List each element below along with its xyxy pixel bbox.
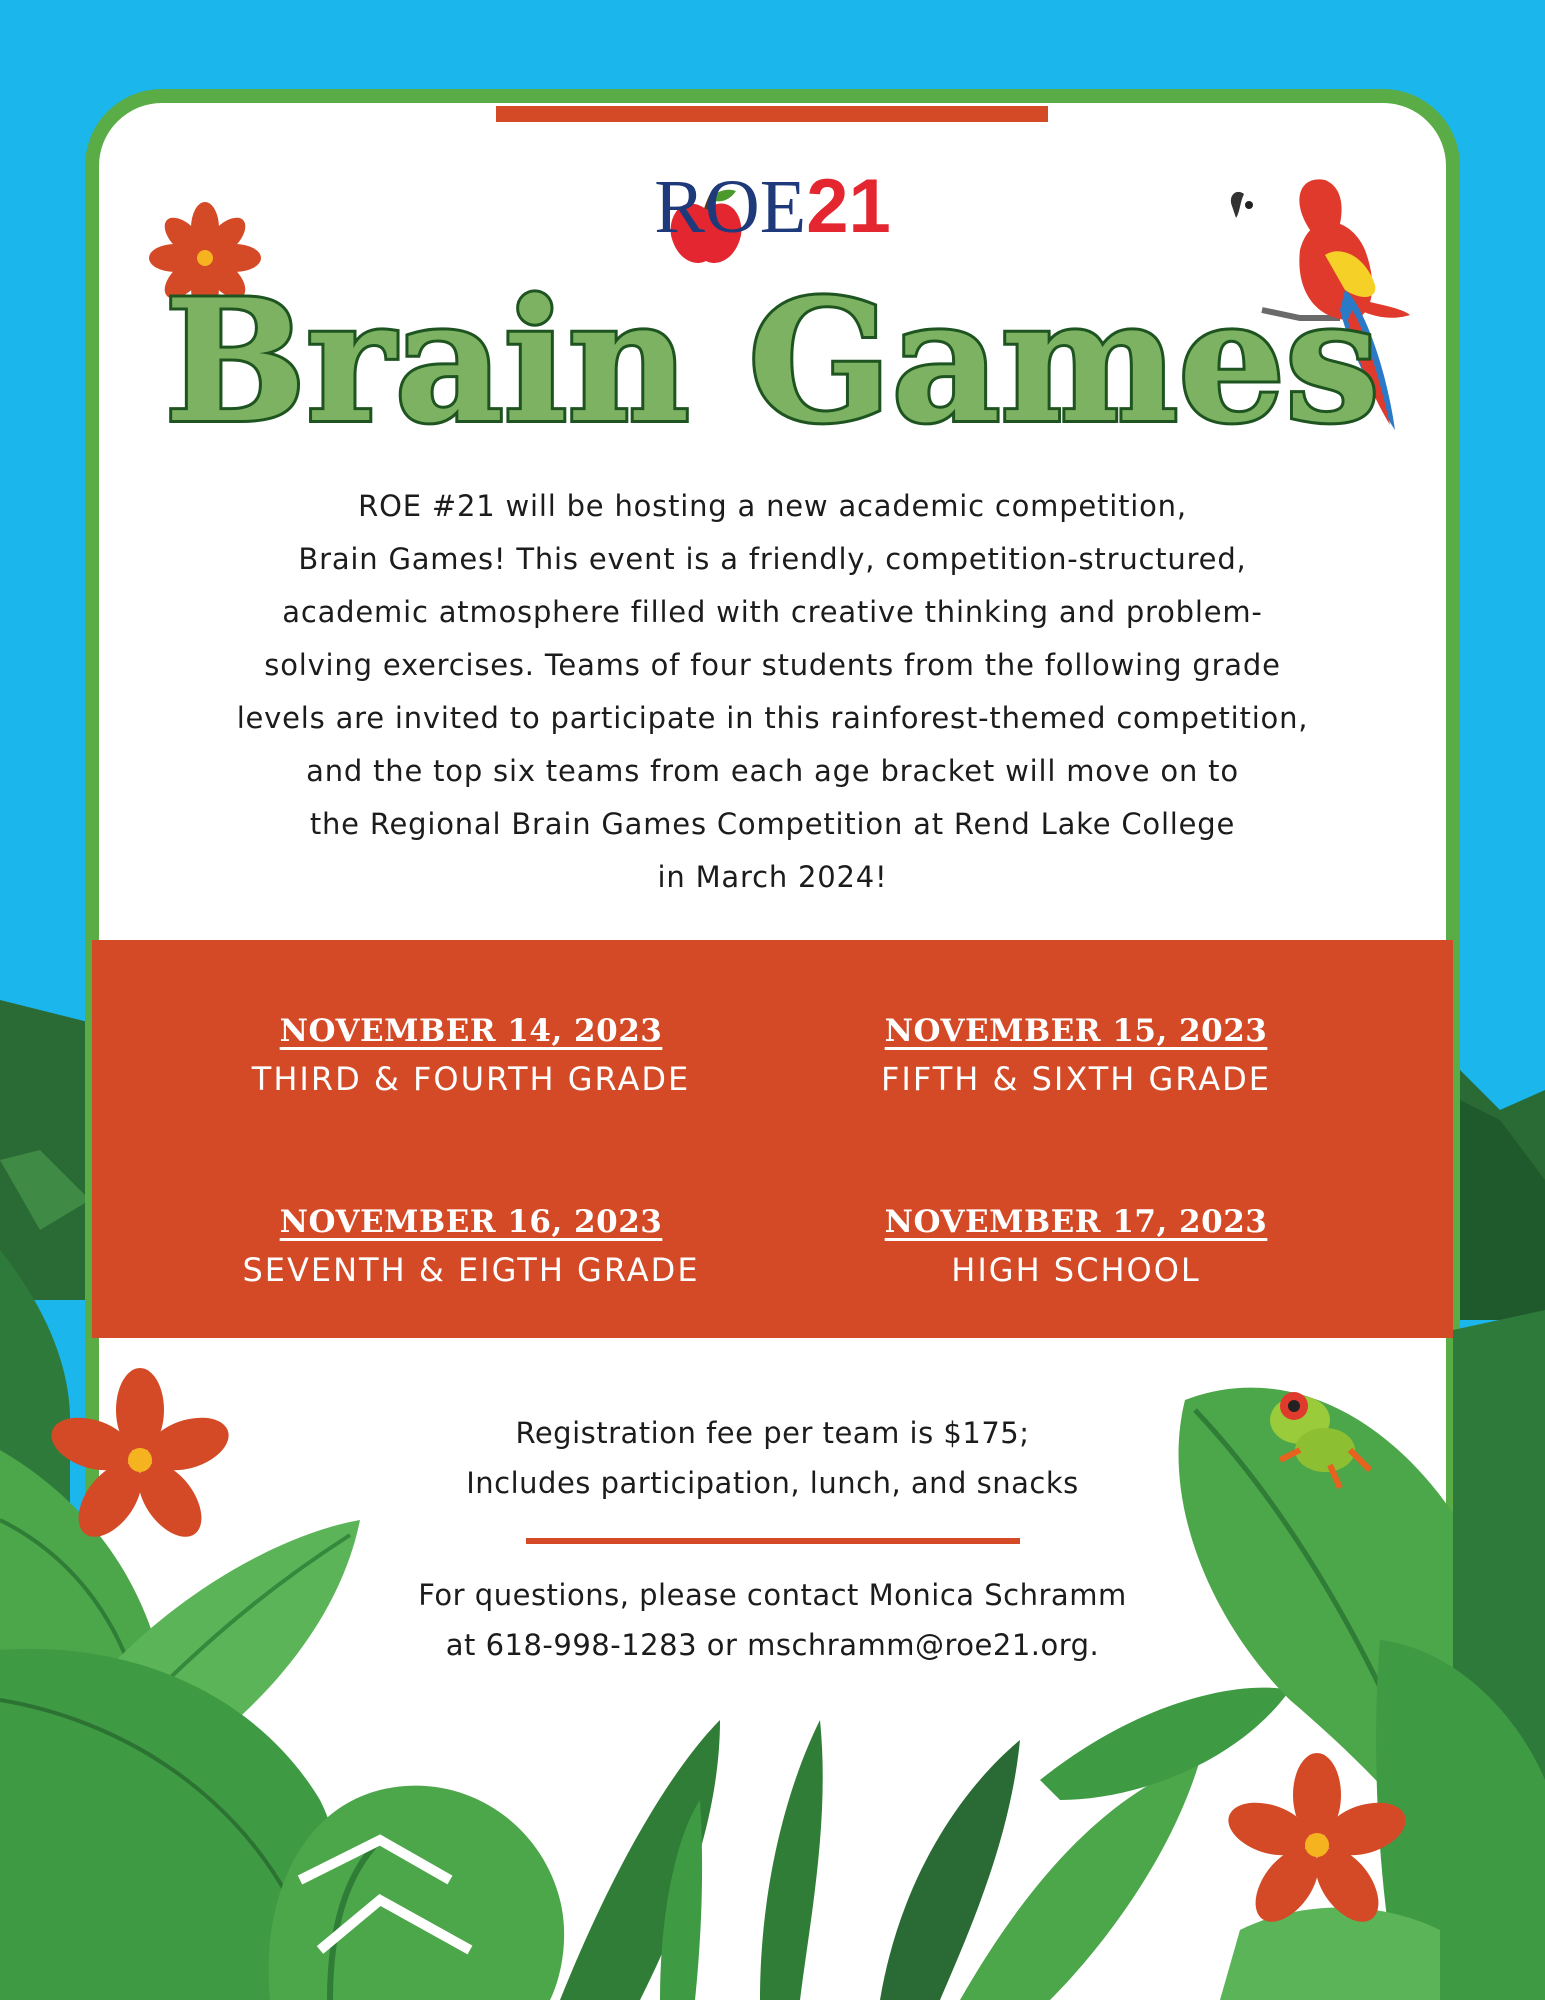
title-graphic bbox=[0, 255, 1545, 465]
schedule-date: NOVEMBER 17, 2023 bbox=[884, 1204, 1268, 1240]
section-divider bbox=[526, 1538, 1020, 1544]
title-container bbox=[0, 255, 1545, 465]
intro-line: the Regional Brain Games Competition at Rend Lake College bbox=[309, 807, 1236, 841]
contact-info bbox=[0, 1570, 1545, 1670]
top-accent-bar bbox=[496, 106, 1048, 122]
intro-line: solving exercises. Teams of four students from the following grade bbox=[264, 648, 1281, 682]
schedule-item bbox=[776, 1008, 1376, 1104]
intro-line: academic atmosphere filled with creative thinking and problem- bbox=[282, 595, 1263, 629]
contact-line: For questions, please contact Monica Schramm bbox=[418, 1578, 1127, 1612]
intro-line: in March 2024! bbox=[657, 860, 888, 894]
schedule-grade: FIFTH & SIXTH GRADE bbox=[881, 1060, 1271, 1098]
schedule-grade: SEVENTH & EIGTH GRADE bbox=[242, 1251, 700, 1289]
roe21-logo bbox=[0, 162, 1545, 252]
schedule-grade: THIRD & FOURTH GRADE bbox=[251, 1060, 691, 1098]
intro-line: Brain Games! This event is a friendly, competition-structured, bbox=[298, 542, 1247, 576]
contact-line: at 618-998-1283 or mschramm@roe21.org. bbox=[445, 1628, 1100, 1662]
schedule-date: NOVEMBER 16, 2023 bbox=[279, 1204, 663, 1240]
logo-number: 21 bbox=[806, 164, 891, 249]
schedule-item bbox=[171, 1199, 771, 1295]
registration-fee: Registration fee per team is $175; bbox=[515, 1416, 1030, 1450]
logo-text: ROE bbox=[654, 165, 807, 249]
schedule-grade: HIGH SCHOOL bbox=[951, 1251, 1201, 1289]
intro-line: ROE #21 will be hosting a new academic competition, bbox=[358, 489, 1187, 523]
registration-info bbox=[0, 1408, 1545, 1508]
schedule-item bbox=[776, 1199, 1376, 1295]
schedule-date: NOVEMBER 15, 2023 bbox=[884, 1013, 1268, 1049]
intro-line: and the top six teams from each age bracket will move on to bbox=[306, 754, 1239, 788]
page-title: Brain Games bbox=[164, 262, 1380, 460]
schedule-date: NOVEMBER 14, 2023 bbox=[279, 1013, 663, 1049]
intro-paragraph bbox=[130, 480, 1415, 904]
registration-includes: Includes participation, lunch, and snacks bbox=[466, 1466, 1079, 1500]
intro-line: levels are invited to participate in this rainforest-themed competition, bbox=[236, 701, 1309, 735]
schedule-item bbox=[171, 1008, 771, 1104]
